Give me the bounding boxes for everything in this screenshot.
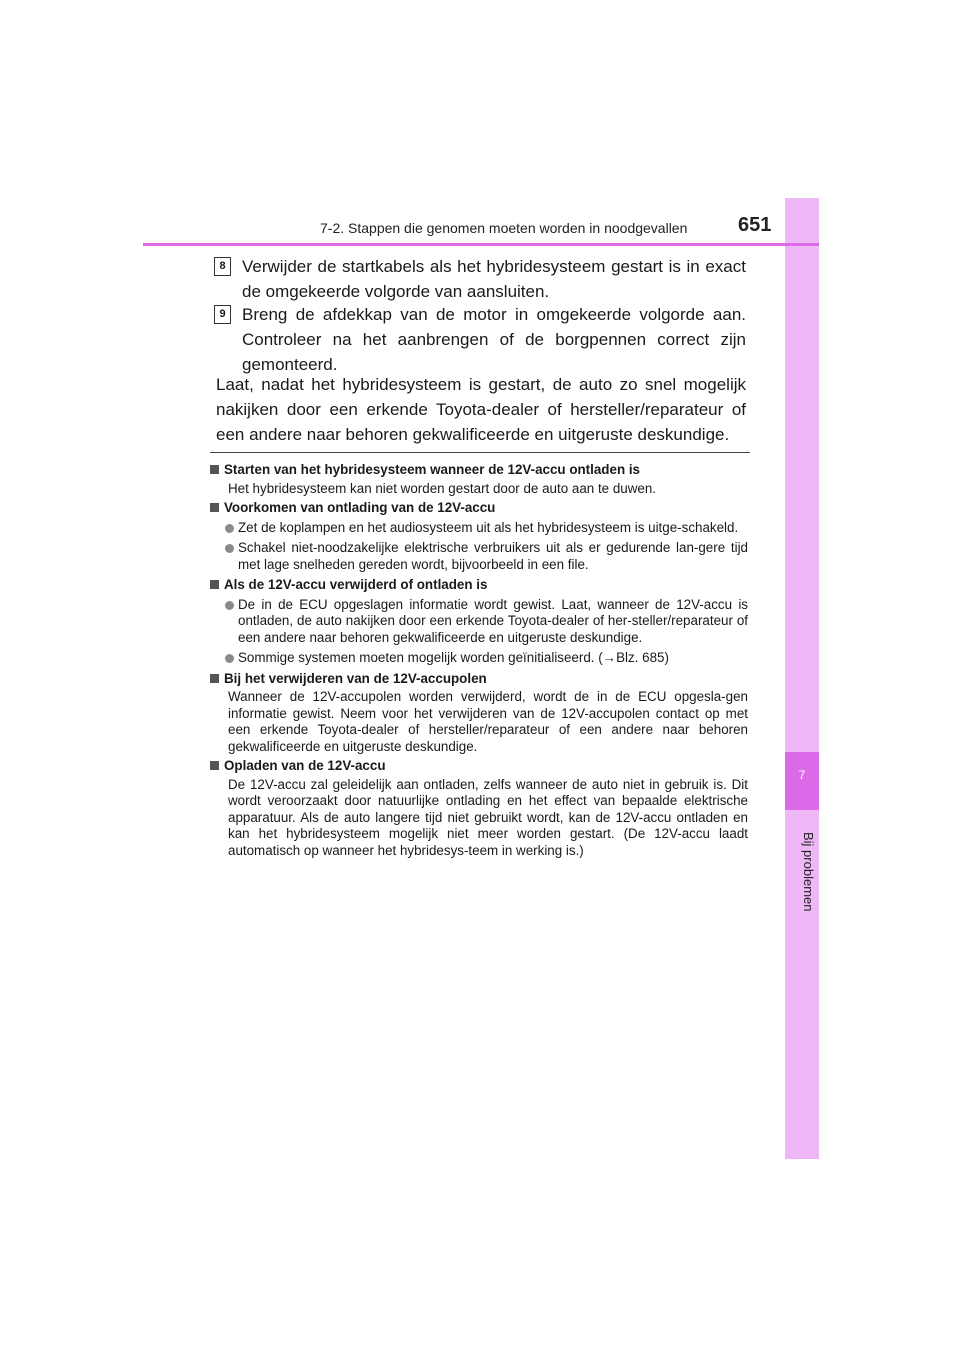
circle-bullet-icon (225, 544, 234, 553)
step-item (216, 302, 746, 377)
note-heading: Bij het verwijderen van de 12V-accupolen (210, 671, 748, 688)
note-body: Het hybridesysteem kan niet worden gestart door de auto aan te duwen. (228, 480, 657, 496)
page-number: 651 (738, 214, 772, 236)
note-bullet: Schakel niet-noodzakelijke elektrische verbruikers uit als er gedurende lan-gere tijd met lage snelheden gereden wordt, bijvoorbeeld in een file. (225, 540, 748, 573)
note-heading: Opladen van de 12V-accu (210, 758, 748, 775)
step-number-badge: 8 (214, 257, 231, 276)
closing-paragraph: Laat, nadat het hybridesysteem is gestart, de auto zo snel mogelijk nakijken door een erkende Toyota-dealer of hersteller/reparateur of een andere naar behoren gekwalificeerde en uitgeruste deskundige. (216, 375, 746, 444)
square-bullet-icon (210, 465, 219, 474)
circle-bullet-icon (225, 524, 234, 533)
step-text: Breng de afdekkap van de motor in omgekeerde volgorde aan. Controleer na het aanbrengen of de borgpennen correct zijn gemonteerd. (242, 305, 746, 374)
chapter-side-tab (785, 198, 819, 1159)
note-heading: Voorkomen van ontlading van de 12V-accu (210, 500, 748, 517)
chapter-title: Bij problemen (801, 832, 816, 912)
note-heading: Als de 12V-accu verwijderd of ontladen is (210, 577, 748, 594)
square-bullet-icon (210, 580, 219, 589)
step-item (216, 254, 746, 304)
notes-section (210, 459, 748, 862)
circle-bullet-icon (225, 601, 234, 610)
square-bullet-icon (210, 503, 219, 512)
circle-bullet-icon (225, 654, 234, 663)
header-rule (143, 243, 819, 246)
step-text: Verwijder de startkabels als het hybridesysteem gestart is in exact de omgekeerde volgorde van aansluiten. (242, 257, 746, 301)
chapter-number: 7 (798, 768, 806, 782)
step-number-badge: 9 (214, 305, 231, 324)
square-bullet-icon (210, 761, 219, 770)
note-bullet: De in de ECU opgeslagen informatie wordt gewist. Laat, wanneer de 12V-accu is ontladen, de auto nakijken door een erkende Toyota-dealer of her-steller/reparateur of een andere naar behoren gekwalificeerde en uitgeruste deskundige. (225, 597, 748, 647)
square-bullet-icon (210, 674, 219, 683)
note-bullet: Sommige systemen moeten mogelijk worden geïnitialiseerd. (→Blz. 685) (225, 650, 748, 667)
note-heading: Starten van het hybridesysteem wanneer de 12V-accu ontladen is (210, 462, 748, 479)
note-body: Wanneer de 12V-accupolen worden verwijderd, wordt de in de ECU opgesla-gen informatie gewist. Neem voor het verwijderen van de 12V-accupolen contact op met een erkende Toyota-dealer of hersteller/reparateur of een andere naar behoren gekwalificeerde en uitgeruste deskundige. (228, 689, 748, 754)
section-title: 7-2. Stappen die genomen moeten worden in noodgevallen (320, 220, 688, 236)
note-body: De 12V-accu zal geleidelijk aan ontladen, zelfs wanneer de auto niet in gebruik is. Dit wordt veroorzaakt door natuurlijke ontlading en het effect van bepaalde elektrische apparatuur. Als de auto langere tijd niet gebruikt wordt, kan de 12V-accu ontladen en kan het hybridesysteem mogelijk niet meer worden gestart. (De 12V-accu laadt automatisch op wanneer het hybridesys-teem in werking is.) (228, 776, 748, 858)
section-divider (210, 452, 750, 453)
note-bullet: Zet de koplampen en het audiosysteem uit als het hybridesysteem is uitge-schakeld. (225, 520, 748, 537)
